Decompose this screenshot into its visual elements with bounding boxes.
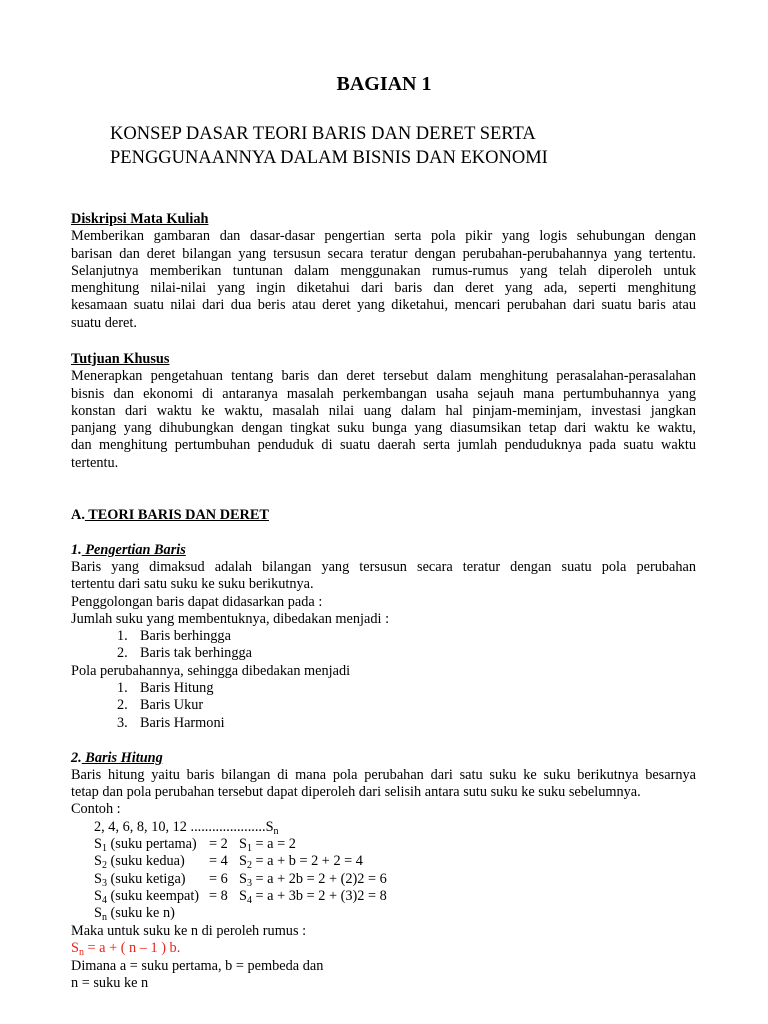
example-row xyxy=(94,836,434,853)
term-label: $S_n$ (suku ke n) xyxy=(94,905,175,924)
section-a-title: TEORI BARIS DAN DERET xyxy=(84,507,269,523)
term-formula: $S_2 = a + b = 2 + 2 = 4$ xyxy=(239,853,363,872)
penggolongan-text: Penggolongan baris dapat didasarkan pada : xyxy=(71,594,323,610)
maka-text: Maka untuk suku ke n di peroleh rumus : xyxy=(71,923,307,939)
term-formula: $S_3 = a + 2b = 2 + (2)2 = 6$ xyxy=(239,870,387,889)
example-row xyxy=(94,871,434,888)
section-a-prefix: A. xyxy=(71,507,85,523)
baris-hitung-line: tetap dan pola perubahan tersebut dapat diperoleh dari selisih antara sutu suku ke suku sebelumnya. xyxy=(71,784,641,801)
list-number: 2. xyxy=(117,697,128,714)
term-label: $S_1$ (suku pertama) xyxy=(94,836,197,854)
baris-hitung-title: Baris Hitung xyxy=(81,750,163,766)
tujuan-line: konstan dari waktu ke waktu, masalah nilai uang dalam hal pinjam-meminjam, investasi jangkan xyxy=(71,402,696,419)
baris-hitung-number: 2. xyxy=(71,750,82,766)
term-formula: $S_1 = a = 2$ xyxy=(239,836,296,854)
example-row-sn xyxy=(94,905,434,922)
list-item xyxy=(117,697,225,714)
example-rows xyxy=(94,836,434,922)
list-text: Baris tak berhingga xyxy=(140,645,252,662)
list-number: 1. xyxy=(117,680,128,696)
pengertian-line: tertentu dari satu suku ke suku berikutnya. xyxy=(71,576,314,593)
pengertian-number: 1. xyxy=(71,542,82,558)
sequence-example xyxy=(94,819,279,836)
list-number: 2. xyxy=(117,645,128,662)
example-row xyxy=(94,853,434,870)
deskripsi-section xyxy=(71,211,696,332)
section-a-heading xyxy=(71,507,269,524)
tujuan-line: Menerapkan pengetahuan tentang baris dan deret tersebut dalam menghitung perasalahan-perasalahan xyxy=(71,368,696,385)
list-item xyxy=(117,715,225,732)
term-value: = 8 xyxy=(209,887,228,904)
deskripsi-line: kesamaan suatu nilai dari dua beris atau deret yang diketahui, mencari perubahan dari suatu baris atau xyxy=(71,297,696,314)
formula-sn xyxy=(71,940,180,957)
pengertian-paragraph xyxy=(71,559,696,594)
pengertian-title: Pengertian Baris xyxy=(81,542,186,558)
deskripsi-heading: Diskripsi Mata Kuliah xyxy=(71,211,209,227)
contoh-label: Contoh : xyxy=(71,801,121,817)
deskripsi-line: barisan dan deret bilangan yang tersusun secara teratur dengan perubahan-perubahannya yang tertentu. xyxy=(71,245,696,262)
list-text: Baris Harmoni xyxy=(140,714,225,731)
list-jumlah-suku xyxy=(117,628,252,663)
tujuan-heading: Tutjuan Khusus xyxy=(71,351,170,367)
deskripsi-line: suatu deret. xyxy=(71,314,137,331)
list-text: Baris Hitung xyxy=(140,680,214,696)
subtitle-line-2: PENGGUNAANNYA DALAM BISNIS DAN EKONOMI xyxy=(110,148,548,168)
example-row xyxy=(94,888,434,905)
tujuan-line: dan menghitung pertumbuhan penduduk di suatu daerah serta jumlah penduduknya pada suatu waktu xyxy=(71,437,696,454)
tujuan-line: panjang yang dihubungkan dengan tingkat suku bunga yang diasumsikan tetap dari waktu ke waktu, xyxy=(71,420,696,437)
formula-subscript: n xyxy=(78,947,84,958)
formula-symbol: S xyxy=(71,940,79,956)
deskripsi-line: Selanjutnya memberikan tuntunan dalam menggunakan rumus-rumus yang telah diperoleh untuk xyxy=(71,262,696,279)
pengertian-line: Baris yang dimaksud adalah bilangan yang tersusun secara teratur dengan suatu pola perubahan xyxy=(71,559,696,575)
term-label: $S_3$ (suku ketiga) xyxy=(94,870,186,889)
list-number: 3. xyxy=(117,714,128,731)
list-text: Baris Ukur xyxy=(140,697,204,714)
term-label: $S_2$ (suku kedua) xyxy=(94,853,185,872)
baris-hitung-line: Baris hitung yaitu baris bilangan di mana pola perubahan dari satu suku ke suku berikutnya besarnya xyxy=(71,767,696,783)
list-pola-perubahan xyxy=(117,680,225,732)
n-definition: n = suku ke n xyxy=(71,975,149,991)
page-title: BAGIAN 1 xyxy=(336,73,432,95)
term-value: = 2 xyxy=(209,836,228,852)
deskripsi-line: Memberikan gambaran dan dasar-dasar pengertian serta pola pikir yang logis sehubungan dengan xyxy=(71,228,696,245)
term-value: = 4 xyxy=(209,853,228,870)
tujuan-line: bisnis dan ekonomi di antaranya masalah perkembangan usaha sejauh mana pertumbuhannya yang xyxy=(71,385,696,402)
chapter-subtitle xyxy=(110,122,548,170)
list-item xyxy=(117,628,252,645)
list-number: 1. xyxy=(117,628,128,644)
formula-text: = a + ( n – 1 ) b. xyxy=(83,940,181,956)
subtitle-line-1: KONSEP DASAR TEORI BARIS DAN DERET SERTA xyxy=(110,124,536,144)
tujuan-section xyxy=(71,351,696,472)
baris-hitung-paragraph xyxy=(71,767,696,802)
sequence-text: 2, 4, 6, 8, 10, 12 .....................S xyxy=(94,819,274,835)
term-formula: $S_4 = a + 3b = 2 + (3)2 = 8$ xyxy=(239,887,387,906)
jumlah-suku-text: Jumlah suku yang membentuknya, dibedakan menjadi : xyxy=(71,611,390,627)
dimana-text: Dimana a = suku pertama, b = pembeda dan xyxy=(71,958,324,974)
term-label: $S_4$ (suku keempat) xyxy=(94,887,200,906)
tujuan-line: tertentu. xyxy=(71,454,119,471)
pengertian-heading xyxy=(71,542,186,559)
list-text: Baris berhingga xyxy=(140,628,231,644)
deskripsi-line: menghitung nilai-nilai yang ingin diketahui dari baris dan deret yang ada, seperti menghitung xyxy=(71,280,696,297)
pola-perubahan-text: Pola perubahannya, sehingga dibedakan menjadi xyxy=(71,663,351,679)
term-value: = 6 xyxy=(209,870,228,887)
list-item xyxy=(117,680,225,697)
baris-hitung-heading xyxy=(71,750,163,767)
list-item xyxy=(117,645,252,662)
sequence-subscript: n xyxy=(273,826,279,837)
